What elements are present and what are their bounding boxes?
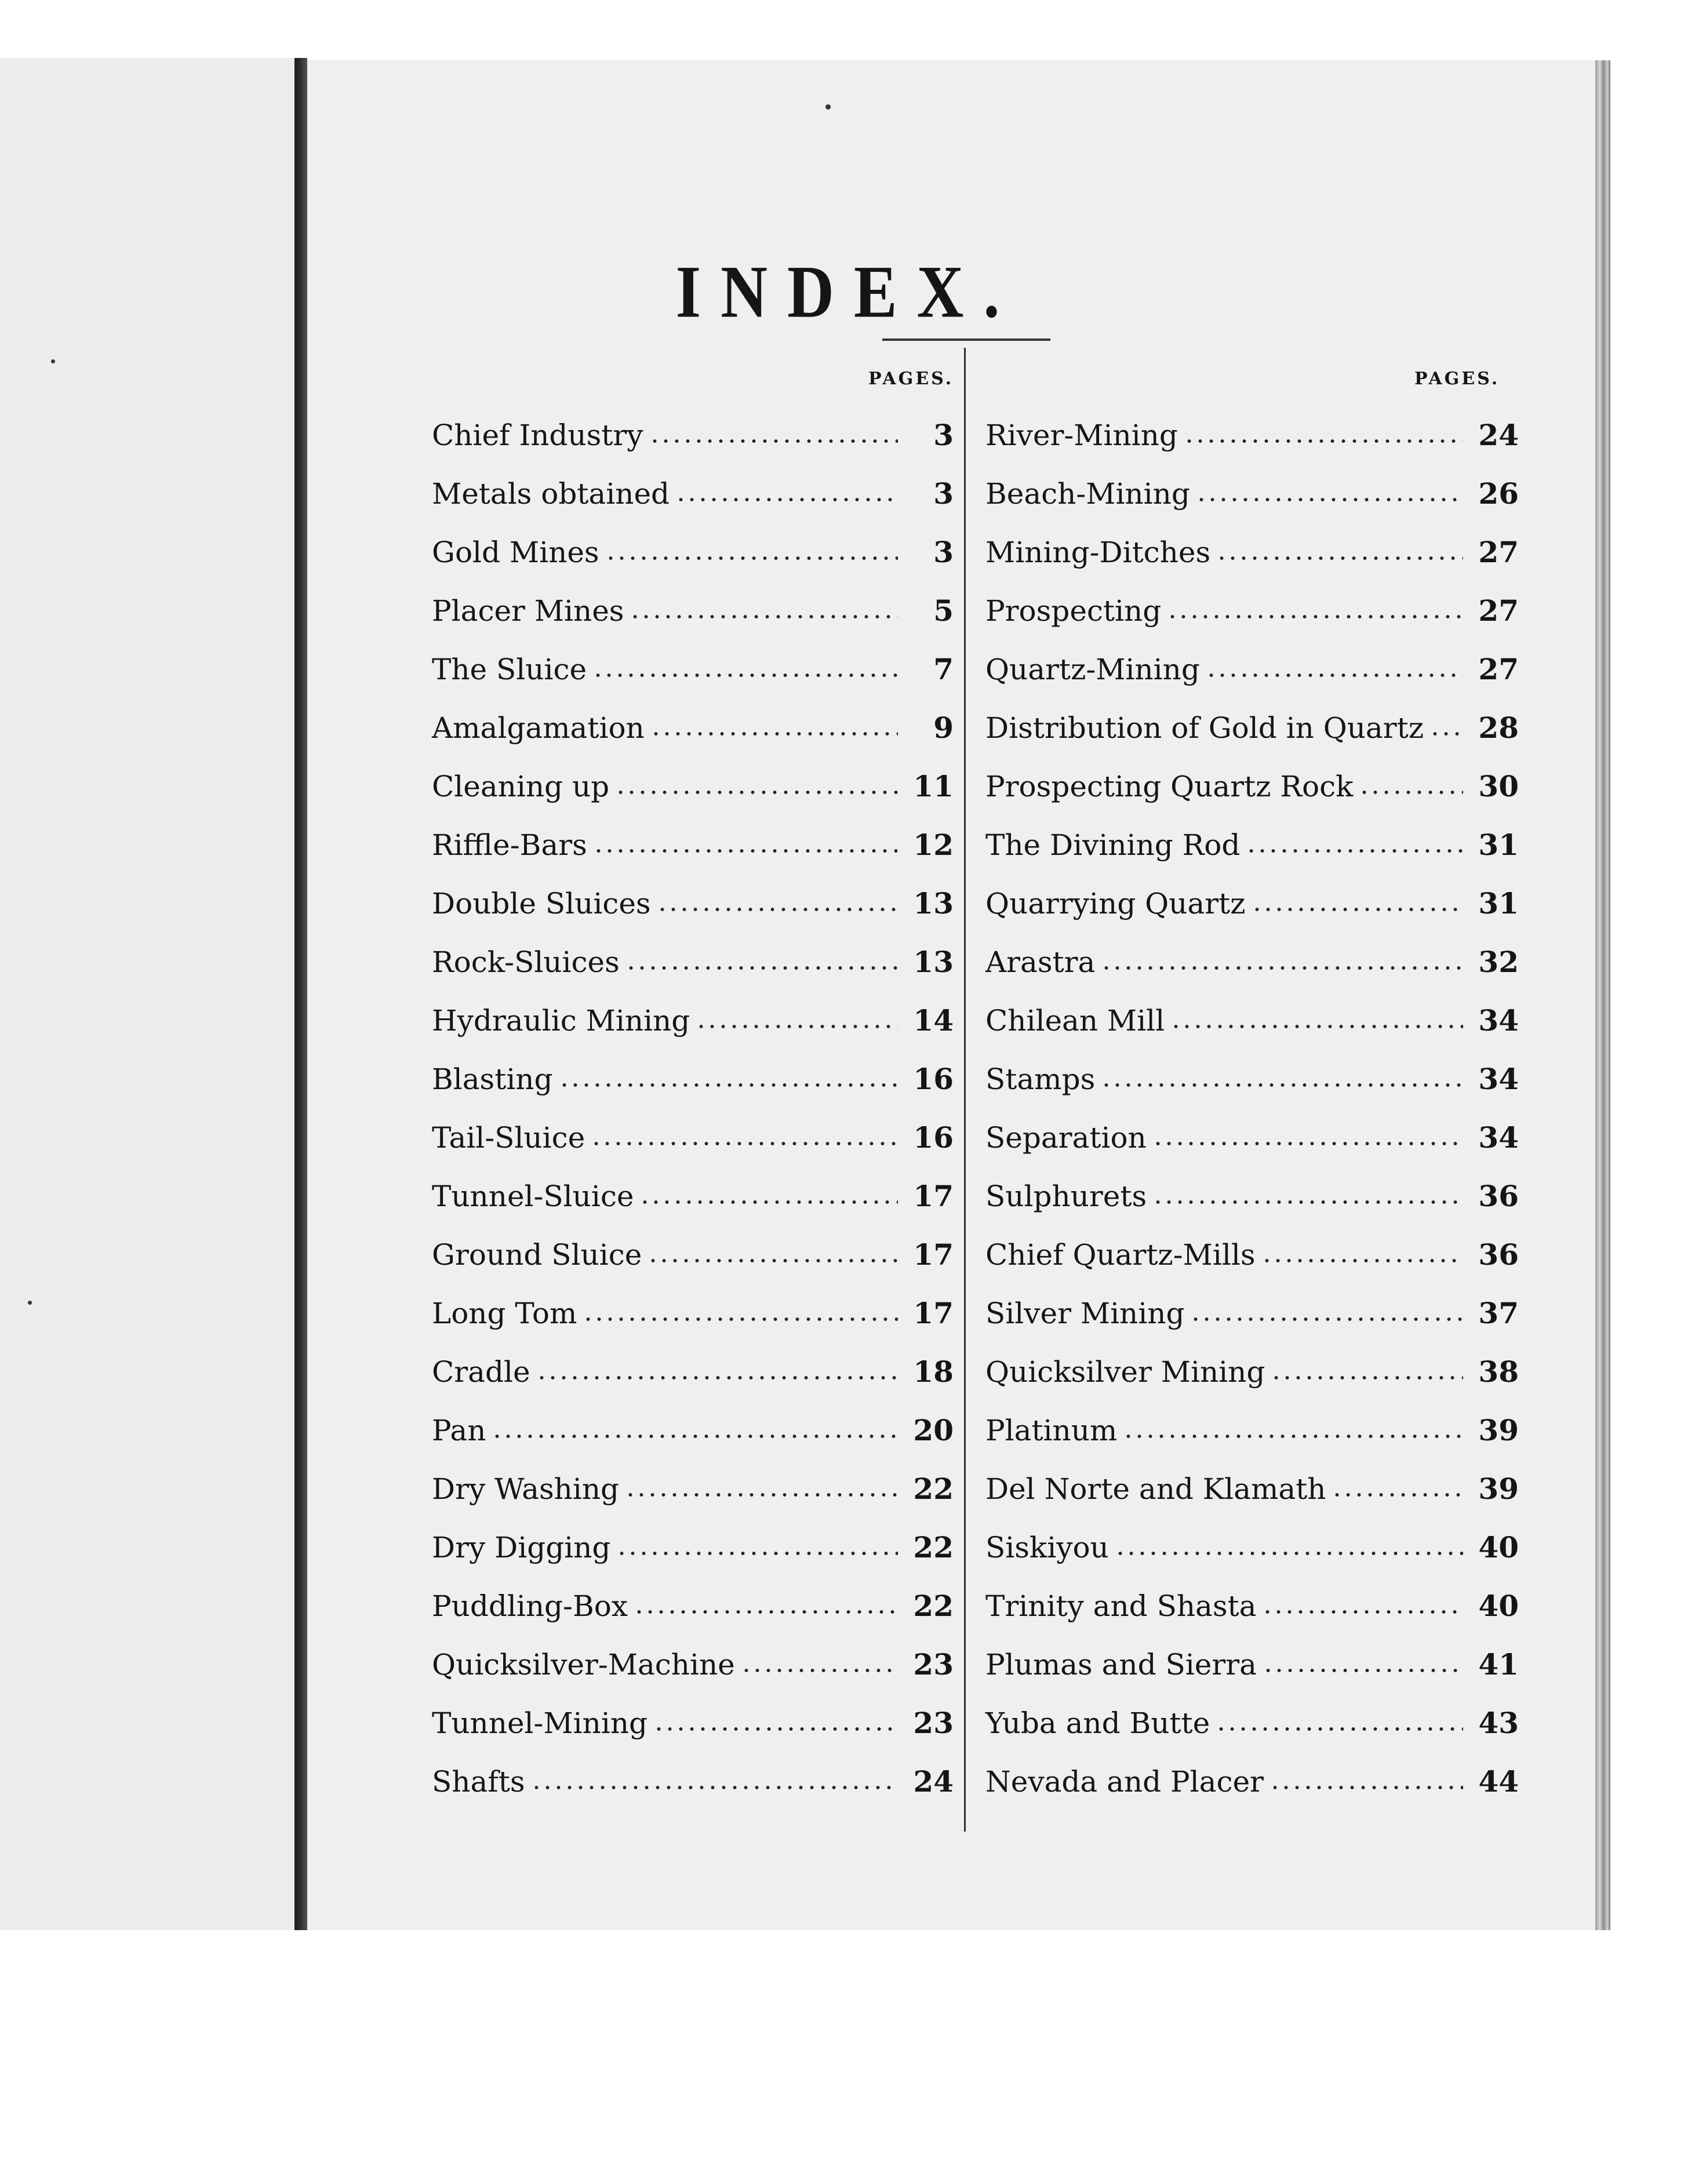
dot-leader [696,1023,898,1030]
entry-name: Tunnel-Mining [432,1706,648,1740]
entry-page-number: 9 [933,711,954,745]
dot-leader [657,906,898,913]
dot-leader [1167,613,1463,620]
index-entry [432,757,954,816]
dot-leader [593,847,898,854]
entry-page-number: 22 [913,1472,954,1506]
entry-page-number: 13 [913,886,954,920]
index-entry [985,1635,1519,1694]
entry-name: Quarrying Quartz [985,886,1246,920]
entry-page-number: 17 [913,1179,954,1213]
dot-leader [630,613,898,620]
entry-page-number: 30 [1478,769,1519,803]
dot-leader [1123,1433,1463,1440]
dot-leader [1216,555,1463,562]
entry-page-number: 12 [913,828,954,862]
entry-name: Arastra [985,945,1096,979]
index-entry [985,1752,1519,1811]
dot-leader [1246,847,1463,854]
dot-leader [1271,1374,1463,1381]
index-entry [985,1284,1519,1342]
dot-leader [1430,730,1463,737]
entry-name: Hydraulic Mining [432,1003,690,1038]
index-entry [985,640,1519,698]
dot-leader [559,1082,899,1089]
dot-leader [492,1433,898,1440]
entry-page-number: 40 [1478,1530,1519,1564]
entry-name: Gold Mines [432,535,599,569]
entry-page-number: 36 [1478,1179,1519,1213]
entry-name: Tail-Sluice [432,1120,585,1155]
dot-leader [625,964,898,971]
dot-leader [649,438,898,445]
scan-speck [51,359,55,363]
entry-page-number: 40 [1478,1589,1519,1623]
dot-leader [1152,1140,1463,1147]
index-entry [432,933,954,991]
scan-speck [825,104,831,110]
entry-page-number: 27 [1478,652,1519,686]
index-entry [432,816,954,874]
index-entry [985,1401,1519,1459]
entry-name: Riffle-Bars [432,828,587,862]
entry-page-number: 13 [913,945,954,979]
dot-leader [634,1608,898,1615]
index-entry [432,1401,954,1459]
index-entry [985,1518,1519,1577]
dot-leader [639,1199,898,1206]
book-gutter [294,58,307,1930]
entry-name: Silver Mining [985,1296,1185,1330]
index-entry [985,1225,1519,1284]
entry-name: Chief Industry [432,418,643,452]
entry-page-number: 37 [1478,1296,1519,1330]
dot-leader [1261,1257,1463,1264]
entry-name: Cleaning up [432,769,610,803]
page-edge [1595,60,1610,1930]
dot-leader [1196,496,1463,503]
index-entry [985,1050,1519,1108]
entry-page-number: 34 [1478,1120,1519,1155]
entry-name: Del Norte and Klamath [985,1472,1326,1506]
dot-leader [741,1667,898,1674]
entry-page-number: 44 [1478,1764,1519,1799]
entry-page-number: 39 [1478,1413,1519,1447]
dot-leader [1206,672,1463,679]
entry-name: Blasting [432,1062,553,1096]
index-entry [432,698,954,757]
index-entry [985,1459,1519,1518]
index-entry [432,1752,954,1811]
index-entry [432,1342,954,1401]
entry-page-number: 28 [1478,711,1519,745]
index-entry [985,1577,1519,1635]
index-entry [432,1050,954,1108]
dot-leader [616,1550,898,1557]
index-entry [985,581,1519,640]
entry-page-number: 31 [1478,828,1519,862]
pages-label-left: PAGES. [868,369,954,389]
dot-leader [1152,1199,1463,1206]
entry-page-number: 34 [1478,1062,1519,1096]
index-entry [985,991,1519,1050]
entry-page-number: 3 [933,418,954,452]
entry-page-number: 7 [933,652,954,686]
entry-name: Quicksilver Mining [985,1355,1265,1389]
column-divider [964,348,966,1832]
dot-leader [1332,1491,1463,1498]
entry-page-number: 39 [1478,1472,1519,1506]
page-title: INDEX. [675,250,1020,334]
scan-speck [28,1301,32,1305]
dot-leader [615,789,898,796]
dot-leader [1184,438,1463,445]
index-entry [432,1577,954,1635]
entry-page-number: 24 [913,1764,954,1799]
entry-name: Sulphurets [985,1179,1147,1213]
entry-page-number: 34 [1478,1003,1519,1038]
entry-name: The Sluice [432,652,587,686]
entry-page-number: 20 [913,1413,954,1447]
dot-leader [583,1316,898,1323]
index-entry [432,1459,954,1518]
dot-leader [1252,906,1464,913]
entry-name: Prospecting [985,594,1162,628]
entry-name: Nevada and Placer [985,1764,1264,1799]
index-entry [432,1518,954,1577]
index-entry [985,698,1519,757]
index-entry [432,1635,954,1694]
index-entry [432,581,954,640]
dot-leader [1270,1784,1463,1791]
entry-name: Puddling-Box [432,1589,628,1623]
index-entry [985,816,1519,874]
entry-name: Dry Washing [432,1472,620,1506]
entry-name: Ground Sluice [432,1237,642,1272]
index-entry [985,1108,1519,1167]
dot-leader [592,672,898,679]
entry-page-number: 11 [913,769,954,803]
entry-name: Pan [432,1413,486,1447]
dot-leader [1263,1667,1463,1674]
entry-name: Chilean Mill [985,1003,1165,1038]
dot-leader [531,1784,898,1791]
entry-page-number: 5 [933,594,954,628]
index-entry [432,991,954,1050]
entry-page-number: 24 [1478,418,1519,452]
entry-name: Stamps [985,1062,1096,1096]
entry-page-number: 26 [1478,476,1519,511]
entry-name: Tunnel-Sluice [432,1179,634,1213]
entry-name: Shafts [432,1764,525,1799]
dot-leader [675,496,898,503]
entry-name: Cradle [432,1355,530,1389]
entry-name: Yuba and Butte [985,1706,1210,1740]
entry-page-number: 43 [1478,1706,1519,1740]
entry-page-number: 36 [1478,1237,1519,1272]
dot-leader [648,1257,898,1264]
facing-page [0,58,301,1930]
entry-name: Beach-Mining [985,476,1190,511]
entry-page-number: 23 [913,1706,954,1740]
dot-leader [650,730,898,737]
index-entry [432,640,954,698]
entry-page-number: 16 [913,1062,954,1096]
index-entry [432,464,954,523]
entry-name: The Divining Rod [985,828,1241,862]
index-entry [432,1284,954,1342]
dot-leader [1359,789,1463,796]
entry-name: Prospecting Quartz Rock [985,769,1354,803]
entry-page-number: 23 [913,1647,954,1681]
entry-name: Placer Mines [432,594,624,628]
dot-leader [625,1491,898,1498]
entry-page-number: 17 [913,1296,954,1330]
index-entry [432,1167,954,1225]
dot-leader [1190,1316,1463,1323]
entry-page-number: 41 [1478,1647,1519,1681]
title-rule [882,338,1050,341]
dot-leader [653,1726,898,1732]
dot-leader [1216,1726,1463,1732]
entry-name: Dry Digging [432,1530,611,1564]
dot-leader [1262,1608,1463,1615]
entry-page-number: 31 [1478,886,1519,920]
dot-leader [605,555,898,562]
index-entry [985,1342,1519,1401]
entry-page-number: 3 [933,535,954,569]
entry-page-number: 14 [913,1003,954,1038]
dot-leader [1101,964,1463,971]
dot-leader [1170,1023,1463,1030]
entry-name: Double Sluices [432,886,651,920]
index-entry [985,874,1519,933]
dot-leader [1101,1082,1463,1089]
entry-name: Metals obtained [432,476,670,511]
index-entry [985,757,1519,816]
entry-name: Amalgamation [432,711,645,745]
dot-leader [1115,1550,1463,1557]
index-entry [432,1694,954,1752]
index-column-left [432,406,954,1811]
entry-name: Long Tom [432,1296,577,1330]
entry-page-number: 38 [1478,1355,1519,1389]
entry-page-number: 22 [913,1589,954,1623]
entry-name: Rock-Sluices [432,945,620,979]
entry-page-number: 17 [913,1237,954,1272]
dot-leader [536,1374,898,1381]
entry-name: Separation [985,1120,1147,1155]
entry-name: River-Mining [985,418,1178,452]
index-entry [432,1225,954,1284]
entry-name: Platinum [985,1413,1118,1447]
entry-page-number: 3 [933,476,954,511]
index-entry [432,523,954,581]
entry-name: Siskiyou [985,1530,1109,1564]
index-entry [432,1108,954,1167]
index-entry [985,1167,1519,1225]
dot-leader [591,1140,898,1147]
entry-page-number: 27 [1478,535,1519,569]
entry-page-number: 32 [1478,945,1519,979]
index-column-right [985,406,1519,1811]
index-entry [985,406,1519,464]
entry-name: Quicksilver-Machine [432,1647,735,1681]
index-entry [432,874,954,933]
entry-name: Chief Quartz-Mills [985,1237,1256,1272]
index-entry [985,1694,1519,1752]
entry-page-number: 27 [1478,594,1519,628]
index-entry [985,523,1519,581]
entry-page-number: 16 [913,1120,954,1155]
entry-name: Distribution of Gold in Quartz [985,711,1424,745]
pages-label-right: PAGES. [1414,369,1500,389]
entry-page-number: 22 [913,1530,954,1564]
entry-name: Trinity and Shasta [985,1589,1257,1623]
index-entry [985,464,1519,523]
entry-name: Quartz-Mining [985,652,1200,686]
entry-page-number: 18 [913,1355,954,1389]
index-entry [985,933,1519,991]
entry-name: Mining-Ditches [985,535,1211,569]
index-entry [432,406,954,464]
entry-name: Plumas and Sierra [985,1647,1257,1681]
